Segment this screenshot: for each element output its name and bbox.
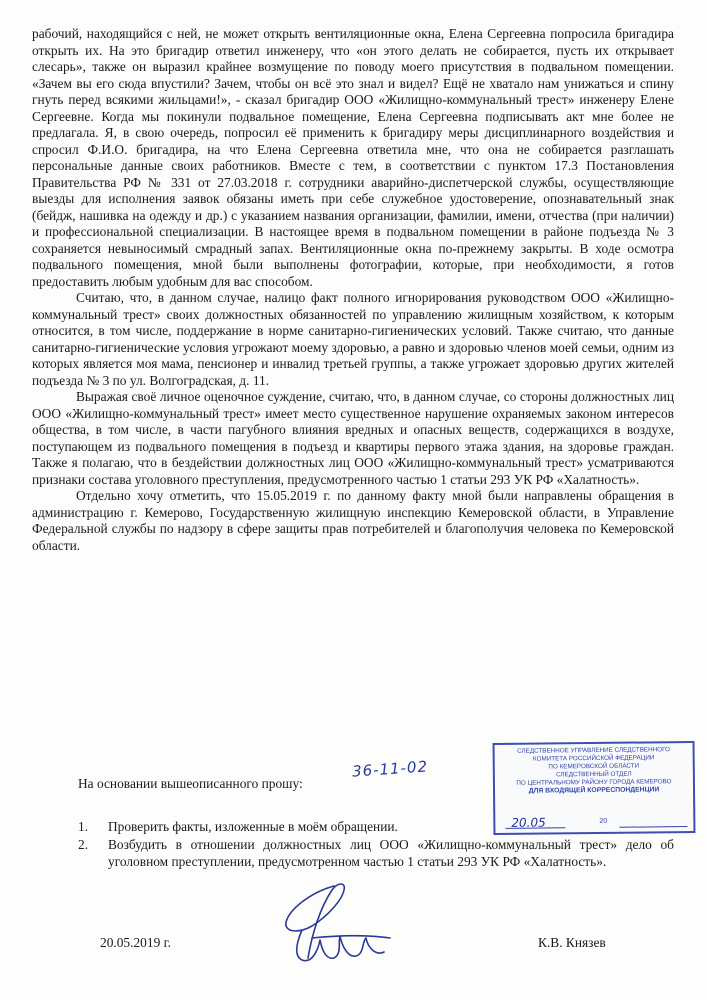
request-intro: На основании вышеописанного прошу:	[78, 776, 303, 791]
handwritten-signature	[272, 878, 402, 968]
stamp-line: ПО КЕМЕРОВСКОЙ ОБЛАСТИ	[548, 762, 640, 771]
stamp-year-prefix: 20	[599, 817, 608, 825]
stamp-line: СЛЕДСТВЕННЫЙ ОТДЕЛ	[556, 770, 632, 779]
request-item	[78, 815, 674, 835]
stamp-line: ПО ЦЕНТРАЛЬНОМУ РАЙОНУ ГОРОДА КЕМЕРОВО	[516, 778, 672, 787]
letter-body	[32, 26, 674, 554]
stamp-line: СЛЕДСТВЕННОЕ УПРАВЛЕНИЕ СЛЕДСТВЕННОГО	[517, 746, 671, 755]
signer-name: К.В. Князев	[538, 935, 606, 950]
request-item	[78, 836, 674, 870]
letter-date: 20.05.2019 г.	[100, 935, 171, 950]
stamp-bold-line: ДЛЯ ВХОДЯЩЕЙ КОРРЕСПОНДЕНЦИИ	[528, 786, 660, 795]
stamp-date-day: 20.05	[511, 815, 546, 830]
request-number: 2.	[78, 837, 89, 852]
request-text: Проверить факты, изложенные в моём обращении.	[108, 819, 398, 834]
stamp-line: КОМИТЕТА РОССИЙСКОЙ ФЕДЕРАЦИИ	[532, 754, 655, 763]
handwritten-registration-number: 36-11-02	[351, 757, 429, 781]
body-paragraph: Выражая своё личное оценочное суждение, считаю, что, в данном случае, со стороны должностных лиц ООО «Жилищно-коммунальный трест» имеет место существенное нарушение охраняемых законом интересов общества, в том числе, в части пагубного влияния вредных и опасных веществ, содержащихся в воздухе, поступающем из подвального помещения в подъезд и квартиры первого этажа здания, на здоровье граждан. Также я полагаю, что в бездействии должностных лиц ООО «Жилищно-коммунальный трест» усматриваются признаки состава уголовного преступления, предусмотренного частью 1 статьи 293 УК РФ «Халатность».	[32, 389, 674, 487]
request-list	[78, 815, 674, 871]
body-paragraph: Отдельно хочу отметить, что 15.05.2019 г. по данному факту мной были направлены обращения в администрацию г. Кемерово, Государственную жилищную инспекцию Кемеровской области, в Управление Федеральной службы по надзору в сфере защиты прав потребителей и благополучия человека по Кемеровской области.	[32, 488, 674, 553]
request-text: Возбудить в отношении должностных лиц ООО «Жилищно-коммунальный трест» дело об уголовном преступлении, предусмотренном частью 1 статьи 293 УК РФ «Халатность».	[108, 837, 674, 869]
body-paragraph: рабочий, находящийся с ней, не может открыть вентиляционные окна, Елена Сергеевна попросила бригадира открыть их. На это бригадир ответил инженеру, что «он этого делать не собирается, пусть их открывает слесарь», также он выразил крайнее возмущение по поводу моего присутствия в подвальном помещении. «Зачем вы его сюда впустили? Зачем, чтобы он всё это знал и видел? Ещё не хватало нам унижаться и спину гнуть перед всякими жильцами!», - сказал бригадир ООО «Жилищно-коммунальный трест» инженеру Елене Сергеевне. Когда мы покинули подвальное помещение, Елена Сергеевна подписывать акт мне более не предлагала. Я, в свою очередь, попросил её применить к бригадиру меры дисциплинарного воздействия и спросил Ф.И.О. бригадира, на что Елена Сергеевна ответила мне, что она не собирается разглашать персональные данные своих работников. Вместе с тем, в соответствии с пунктом 17.3 Постановления Правительства РФ № 331 от 27.03.2018 г. сотрудники аварийно-диспетчерской службы, осуществляющие выезды для исполнения заявок обязаны иметь при себе служебное удостоверение, опознавательный знак (бейдж, нашивка на одежду и др.) с указанием названия организации, фамилии, имени, отчества (при наличии) и профессиональной специализации. В настоящее время в подвальном помещении в районе подъезда № 3 сохраняется невыносимый смрадный запах. Вентиляционные окна по-прежнему закрыты. В ходе осмотра подвального помещения, мной были выполнены фотографии, которые, при необходимости, я готов предоставить любым удобным для вас способом.	[32, 26, 674, 289]
request-number: 1.	[78, 819, 89, 834]
body-paragraph: Считаю, что, в данном случае, налицо факт полного игнорирования руководством ООО «Жилищно-коммунальный трест» своих должностных обязанностей по управлению жилищным хозяйством, к которым относится, в том числе, поддержание в норме санитарно-гигиенических условий. Также считаю, что данные санитарно-гигиенические условия угрожают моему здоровью, а равно и здоровью членов моей семьи, одним из которых является моя мама, пенсионер и инвалид третьей группы, а также угрожает здоровью других жителей подъезда № 3 по ул. Волгоградская, д. 11.	[32, 290, 674, 388]
